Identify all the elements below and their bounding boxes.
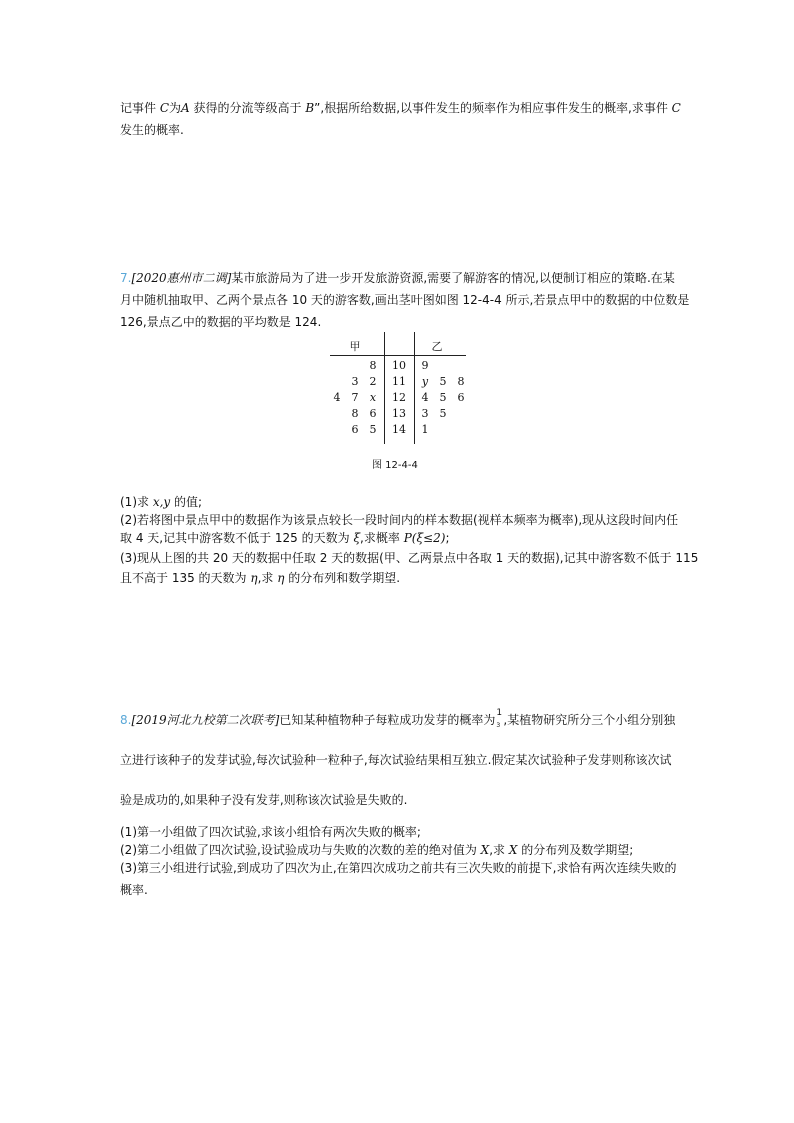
- fraction: [495, 708, 503, 729]
- var-x: X: [480, 843, 490, 857]
- var-eta: η: [250, 571, 258, 585]
- leaf-right: 4: [421, 391, 429, 404]
- text: 取 4 天,记其中游客数不低于 125 的天数为: [120, 531, 354, 545]
- text: 的值;: [170, 495, 203, 509]
- q7-line-3: [120, 314, 321, 330]
- text: 记事件: [120, 101, 160, 115]
- leaf-left: 5: [369, 423, 377, 436]
- text: 月中随机抽取甲、乙两个景点各 10 天的游客数,画出茎叶图如图 12-4-4 所示,若景点甲中的数据的中位数是: [120, 293, 690, 307]
- text: (1)第一小组做了四次试验,求该小组恰有两次失败的概率;: [120, 825, 421, 839]
- q6-line-2: [120, 122, 184, 138]
- text: 验是成功的,如果种子没有发芽,则称该次试验是失败的.: [120, 793, 408, 807]
- var-x: X: [508, 843, 518, 857]
- q7-line-2: [120, 292, 689, 308]
- text: 立进行该种子的发芽试验,每次试验种一粒种子,每次试验结果相互独立.假定某次试验种子发芽则称该次试: [120, 753, 672, 767]
- var-c: C: [671, 101, 681, 115]
- var-c: C: [159, 101, 170, 115]
- header-jia: 甲: [349, 340, 361, 353]
- text: ;: [445, 531, 450, 545]
- text: (2)第二小组做了四次试验,设试验成功与失败的次数的差的绝对值为: [120, 843, 481, 857]
- figure-caption: 图 12-4-4: [372, 460, 418, 471]
- header-yi: 乙: [431, 340, 443, 353]
- var-b: B: [305, 101, 315, 115]
- text: 为: [169, 101, 182, 115]
- text: 发生的概率.: [120, 123, 184, 137]
- leaf-left: 7: [351, 391, 359, 404]
- q7-line-1: [120, 270, 675, 286]
- leaf-right: 3: [421, 407, 429, 420]
- text: 且不高于 135 的天数为: [120, 571, 251, 585]
- header-rule: [330, 355, 466, 356]
- var-eta: η: [277, 571, 285, 585]
- leaf-left: 8: [351, 407, 359, 420]
- text: ,某植物研究所分三个小组分别独: [503, 713, 676, 727]
- stem: 14: [392, 423, 406, 436]
- q8-line-3: [120, 792, 407, 808]
- stem: 13: [392, 407, 406, 420]
- leaf-left: 2: [369, 375, 377, 388]
- text: (3)第三小组进行试验,到成功了四次为止,在第四次成功之前共有三次失败的前提下,求恰有两次连续失败的: [120, 861, 677, 875]
- q8-sub-1: [120, 824, 421, 840]
- var-a: A: [181, 101, 190, 115]
- text: ,求: [257, 571, 278, 585]
- q7-sub-3-line-1: [120, 550, 698, 566]
- q7-sub-1: [120, 494, 202, 510]
- leaf-right: 5: [439, 391, 447, 404]
- q7-sub-2-line-1: [120, 512, 678, 528]
- q6-line-1: [120, 100, 681, 116]
- text: 的分布列及数学期望;: [517, 843, 634, 857]
- question-source: [2019河北九校第二次联考]: [131, 713, 280, 727]
- text: ”,根据所给数据,以事件发生的频率作为相应事件发生的概率,求事件: [314, 101, 672, 115]
- var-xi: ξ: [353, 531, 361, 545]
- stem: 12: [392, 391, 406, 404]
- leaf-left: 3: [351, 375, 359, 388]
- vars-xy: x,y: [152, 495, 171, 509]
- text: ,求: [489, 843, 509, 857]
- leaf-right: 5: [439, 407, 447, 420]
- text: (1)求: [120, 495, 153, 509]
- q8-line-1: [120, 708, 676, 729]
- divider-right: [414, 332, 415, 444]
- stem: 11: [392, 375, 406, 388]
- q8-line-2: [120, 752, 671, 768]
- stem: 10: [392, 359, 406, 372]
- leaf-right: 9: [421, 359, 429, 372]
- text: (2)若将图中景点甲中的数据作为该景点较长一段时间内的样本数据(视样本频率为概率),现从这段时间内任: [120, 513, 679, 527]
- leaf-right: 6: [457, 391, 465, 404]
- divider-left: [384, 332, 385, 444]
- leaf-right: 8: [457, 375, 465, 388]
- question-source: [2020惠州市二调]: [131, 271, 232, 285]
- leaf-left: 8: [369, 359, 377, 372]
- leaf-left: 6: [351, 423, 359, 436]
- leaf-right: 5: [439, 375, 447, 388]
- text: 126,景点乙中的数据的平均数是 124.: [120, 315, 322, 329]
- text: 某市旅游局为了进一步开发旅游资源,需要了解游客的情况,以便制订相应的策略.在某: [231, 271, 675, 285]
- q8-sub-3-line-1: [120, 860, 676, 876]
- text: (3)现从上图的共 20 天的数据中任取 2 天的数据(甲、乙两景点中各取 1 天的数据),记其中游客数不低于 115: [120, 551, 699, 565]
- leaf-left: 6: [369, 407, 377, 420]
- leaf-right: y: [421, 375, 429, 388]
- text: 已知某种植物种子每粒成功发芽的概率为: [279, 713, 496, 727]
- text: 获得的分流等级高于: [189, 101, 306, 115]
- leaf-right: 1: [421, 423, 429, 436]
- leaf-left: x: [369, 391, 377, 404]
- stem-leaf-plot: [330, 332, 466, 444]
- text: 的分布列和数学期望.: [284, 571, 401, 585]
- question-number: 8.: [120, 713, 132, 727]
- prob-expr: P(ξ≤2): [403, 531, 446, 545]
- q7-sub-3-line-2: [120, 570, 400, 586]
- leaf-left: 4: [333, 391, 341, 404]
- text: ,求概率: [360, 531, 404, 545]
- fraction-denominator: 3: [496, 722, 501, 729]
- question-number: 7.: [120, 271, 132, 285]
- q7-sub-2-line-2: [120, 530, 449, 546]
- fraction-numerator: 1: [496, 708, 503, 718]
- q8-sub-2: [120, 842, 633, 858]
- q8-sub-3-line-2: [120, 882, 148, 898]
- text: 概率.: [120, 883, 148, 897]
